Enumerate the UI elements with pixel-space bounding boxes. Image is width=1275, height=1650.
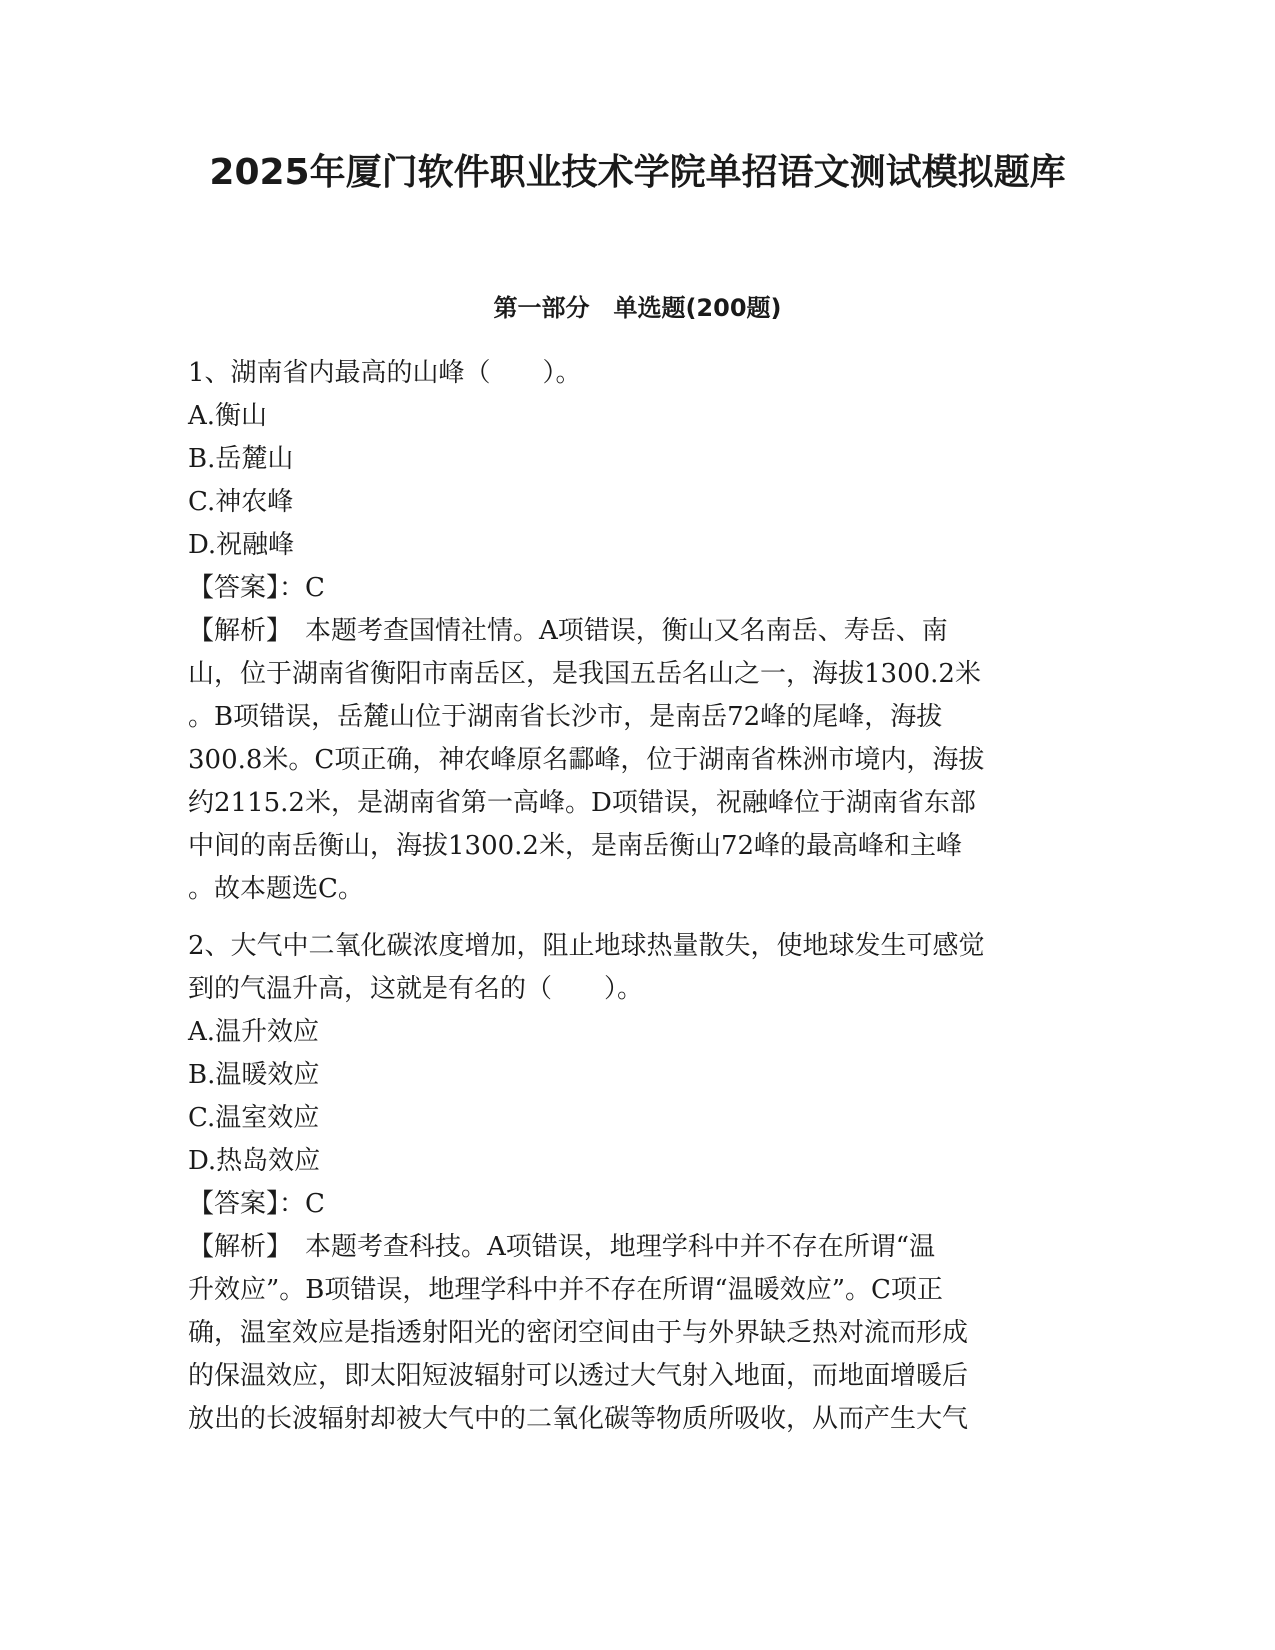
answer-line: 【答案】：C [188,1189,325,1219]
analysis-line: 山，位于湖南省衡阳市南岳区，是我国五岳名山之一，海拔1300.2米 [188,659,981,689]
question-2 [188,925,1068,1441]
question-stem: 1、湖南省内最高的山峰（ ）。 [188,358,582,388]
option-d: D.祝融峰 [188,530,295,560]
option-d: D.热岛效应 [188,1146,321,1176]
question-1 [188,352,1068,911]
option-a: A.衡山 [188,401,268,431]
option-b: B.温暖效应 [188,1060,320,1090]
analysis-line: 。故本题选C。 [188,874,364,904]
analysis-line: 升效应”。B项错误，地理学科中并不存在所谓“温暖效应”。C项正 [188,1275,943,1305]
question-spacer [188,911,1068,925]
question-stem: 2、大气中二氧化碳浓度增加，阻止地球热量散失，使地球发生可感觉 [188,931,985,961]
analysis-line: 确，温室效应是指透射阳光的密闭空间由于与外界缺乏热对流而形成 [188,1318,969,1348]
option-a: A.温升效应 [188,1017,320,1047]
question-list [188,352,1068,1441]
analysis-line: 的保温效应，即太阳短波辐射可以透过大气射入地面，而地面增暖后 [188,1361,969,1391]
option-c: C.温室效应 [188,1103,320,1133]
analysis-line: 。B项错误，岳麓山位于湖南省长沙市，是南岳72峰的尾峰，海拔 [188,702,943,732]
analysis-line: 中间的南岳衡山，海拔1300.2米，是南岳衡山72峰的最高峰和主峰 [188,831,963,861]
analysis-line: 放出的长波辐射却被大气中的二氧化碳等物质所吸收，从而产生大气 [188,1404,969,1434]
analysis-line: 约2115.2米，是湖南省第一高峰。D项错误，祝融峰位于湖南省东部 [188,788,976,818]
option-c: C.神农峰 [188,487,294,517]
document-title: 2025年厦门软件职业技术学院单招语文测试模拟题库 [209,152,1066,193]
question-stem: 到的气温升高，这就是有名的（ ）。 [188,974,644,1004]
analysis-line: 300.8米。C项正确，神农峰原名酃峰，位于湖南省株洲市境内，海拔 [188,745,985,775]
section-title: 第一部分 单选题(200题) [493,294,782,322]
option-b: B.岳麓山 [188,444,294,474]
analysis-line: 【解析】 本题考查科技。A项错误，地理学科中并不存在所谓“温 [188,1232,936,1262]
answer-line: 【答案】：C [188,573,325,603]
analysis-line: 【解析】 本题考查国情社情。A项错误，衡山又名南岳、寿岳、南 [188,616,948,646]
